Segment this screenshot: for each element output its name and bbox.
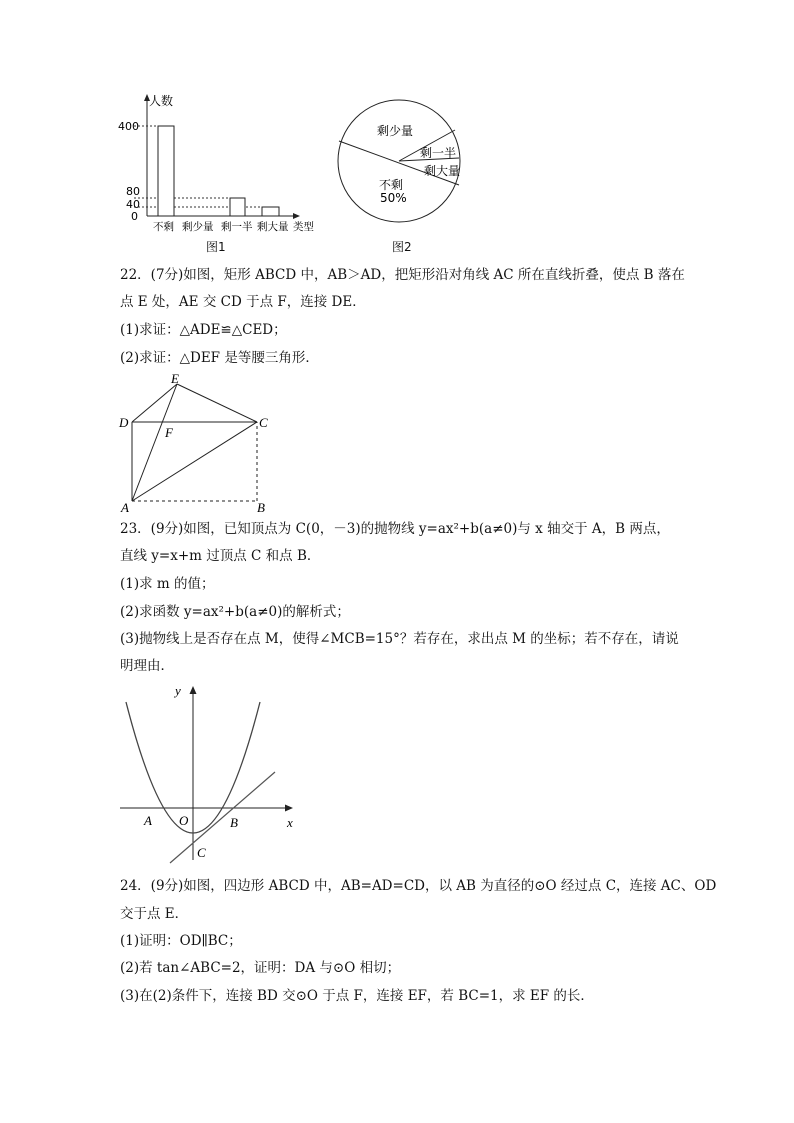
segment-DE (132, 384, 177, 422)
figure-1-bar-chart (110, 88, 325, 238)
x-cat-2: 剩一半 (221, 221, 253, 233)
q24-line2: 交于点 E． (120, 906, 189, 922)
label-B: B (230, 815, 238, 830)
x-axis-arrow (293, 213, 300, 219)
diagonal-AC (132, 422, 257, 501)
x-axis-title: 类型 (293, 221, 314, 233)
x-axis-arrow (285, 805, 293, 812)
segment-AE (132, 384, 177, 501)
pie-label-bushen: 不剩 (379, 178, 404, 192)
label-E: E (171, 371, 179, 386)
q22-part1: (1)求证：△ADE≌△CED； (120, 322, 287, 338)
q23-part1: (1)求 m 的值； (120, 576, 215, 592)
bars (158, 126, 279, 216)
q23-part2: (2)求函数 y=ax²+b(a≠0)的解析式； (120, 604, 350, 620)
q22-line1: 22．(7分)如图，矩形 ABCD 中，AB＞AD，把矩形沿对角线 AC 所在直线折叠，使点 B 落在 (120, 267, 685, 283)
figure-1-caption: 图1 (206, 240, 226, 254)
q24-part2: (2)若 tan∠ABC=2，证明：DA 与⊙O 相切； (120, 960, 401, 976)
x-cat-0: 不剩 (153, 221, 174, 233)
q24-part1: (1)证明：OD∥BC； (120, 933, 242, 949)
q23-line1: 23．(9分)如图，已知顶点为 C(0，－3)的抛物线 y=ax²+b(a≠0)与 x 轴交于 A，B 两点， (120, 521, 670, 537)
x-cat-1: 剩少量 (182, 221, 214, 233)
pie-percent-label: 50% (380, 191, 407, 205)
label-O: O (179, 813, 189, 828)
q24-part3: (3)在(2)条件下，连接 BD 交⊙O 于点 F，连接 EF，若 BC=1，求 EF 的长． (120, 988, 594, 1004)
y-tick-400: 400 (118, 120, 139, 133)
figure-2-pie-chart (335, 95, 475, 230)
q23-figure (115, 680, 305, 865)
label-C: C (259, 415, 268, 430)
label-A: A (144, 813, 152, 828)
y-tick-80: 80 (126, 185, 140, 198)
q23-part3-line1: (3)抛物线上是否存在点 M，使得∠MCB=15°？若存在，求出点 M 的坐标；若不存在，请说 (120, 631, 679, 647)
y-tick-0: 0 (131, 210, 138, 223)
label-B: B (257, 500, 265, 515)
label-y: y (175, 683, 181, 698)
pie-label-daliang: 剩大量 (424, 164, 461, 178)
bar-剩大量 (262, 207, 279, 216)
y-axis-title: 人数 (149, 94, 174, 108)
y-tick-40: 40 (126, 198, 140, 211)
x-cat-3: 剩大量 (257, 221, 289, 233)
q22-figure (112, 370, 282, 515)
q23-part3-line2: 明理由． (120, 658, 174, 674)
segment-EC (177, 384, 257, 422)
q22-line2: 点 E 处，AE 交 CD 于点 F，连接 DE． (120, 294, 366, 310)
q23-line2: 直线 y=x+m 过顶点 C 和点 B． (120, 548, 321, 564)
label-A: A (121, 500, 129, 515)
pie-label-shao: 剩少量 (377, 124, 414, 138)
label-D: D (119, 415, 129, 430)
bar-不剩 (158, 126, 174, 216)
label-F: F (165, 425, 173, 440)
bar-剩一半 (230, 198, 245, 216)
pie-label-yiban: 剩一半 (420, 146, 457, 160)
y-axis-arrow (190, 686, 197, 694)
label-C: C (197, 845, 206, 860)
figure-2-caption: 图2 (392, 240, 412, 254)
q24-line1: 24．(9分)如图，四边形 ABCD 中，AB=AD=CD，以 AB 为直径的⊙O 经过点 C，连接 AC、OD (120, 878, 717, 894)
q22-part2: (2)求证：△DEF 是等腰三角形． (120, 350, 319, 366)
label-x: x (287, 815, 293, 830)
